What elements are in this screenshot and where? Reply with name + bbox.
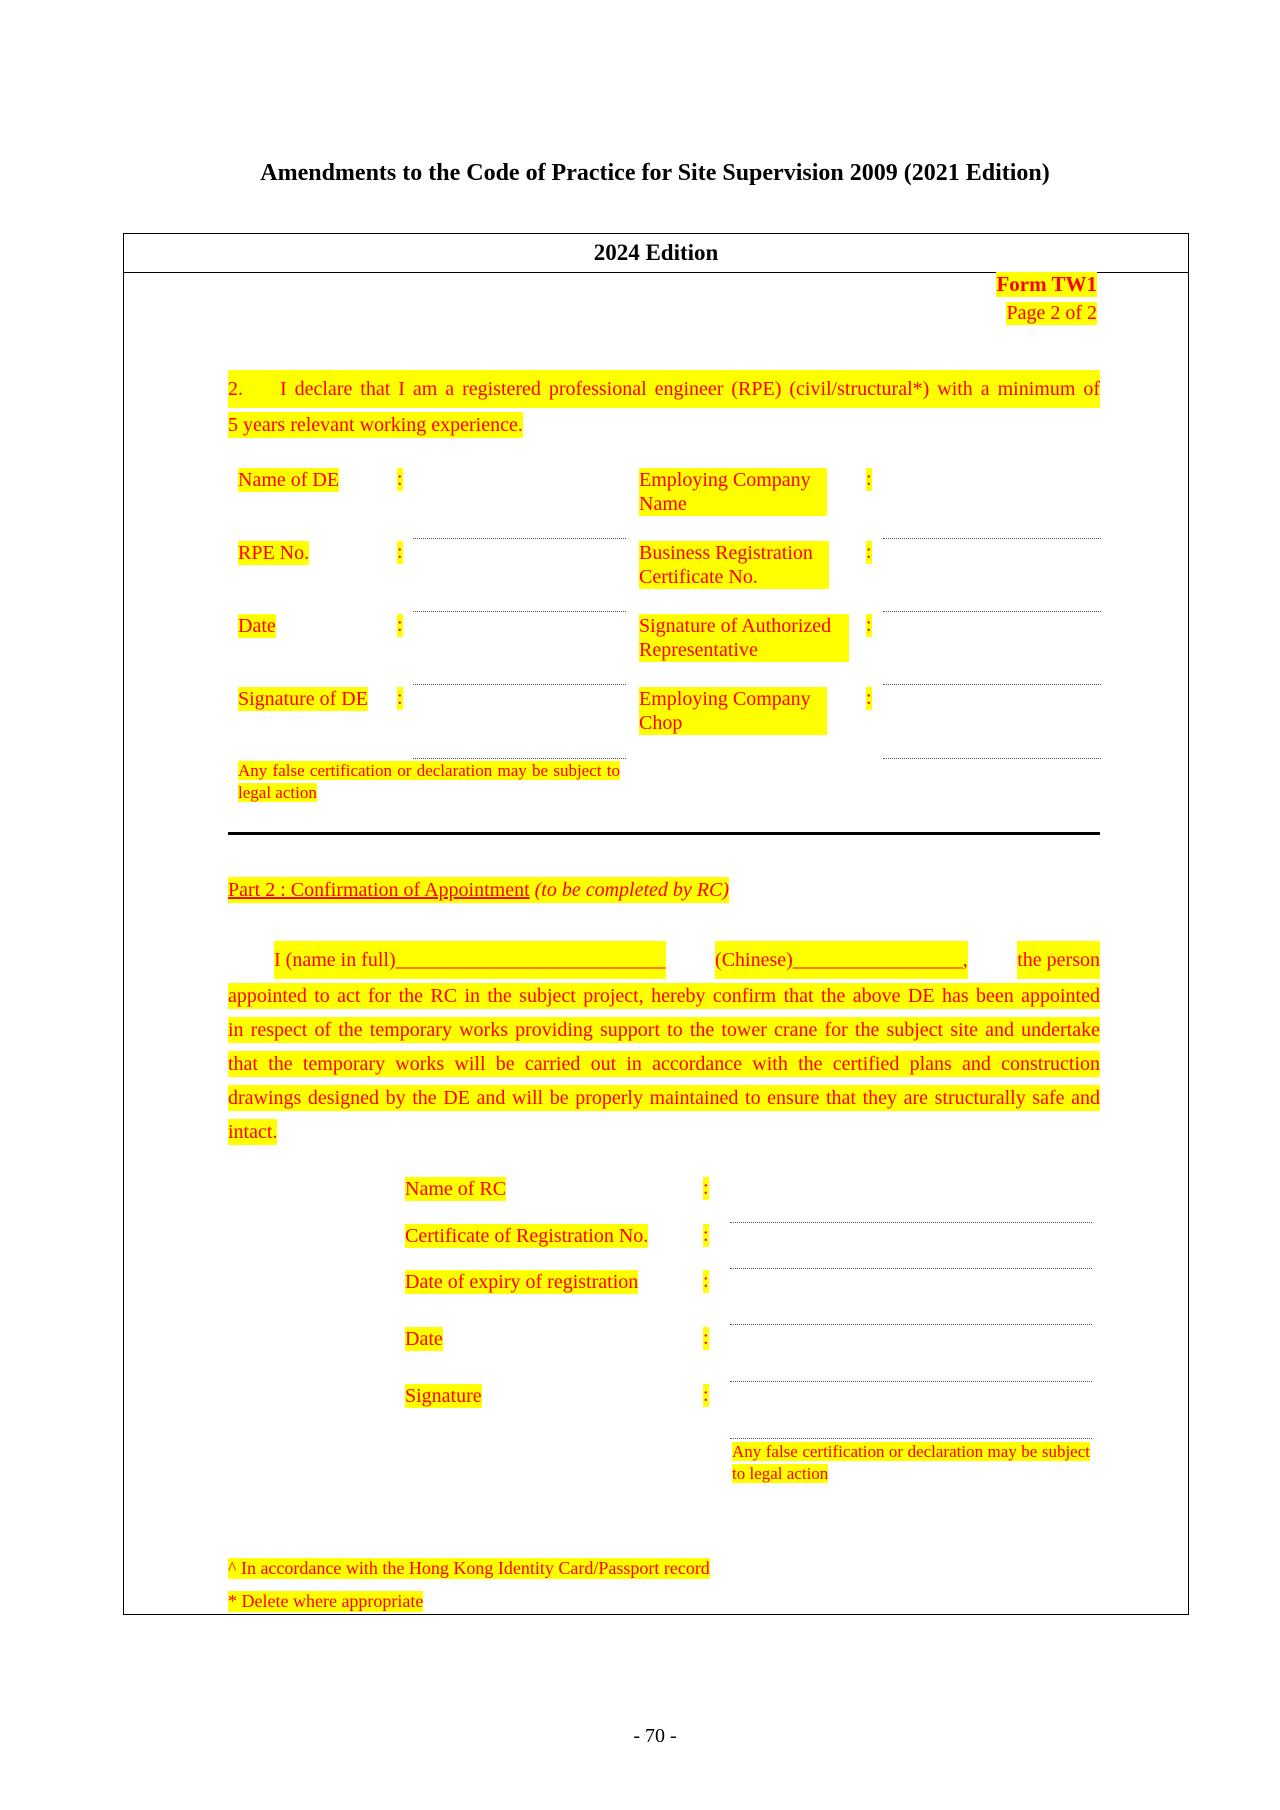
label-signature-authorized: Signature of Authorized Representative	[639, 614, 849, 662]
label-name-of-de: Name of DE	[238, 469, 340, 491]
section-divider	[228, 832, 1100, 835]
label-rc-signature: Signature	[405, 1385, 482, 1407]
colon: :	[866, 687, 872, 709]
label-signature-of-de: Signature of DE	[238, 688, 368, 710]
label-rc-date: Date	[405, 1328, 443, 1350]
colon: :	[866, 541, 872, 563]
label-name-of-rc: Name of RC	[405, 1178, 507, 1200]
label-date-expiry: Date of expiry of registration	[405, 1271, 639, 1293]
document-title: Amendments to the Code of Practice for Site Supervision 2009 (2021 Edition)	[260, 160, 1050, 186]
part2-heading: Part 2 : Confirmation of Appointment (to be completed by RC)	[228, 879, 730, 901]
date-expiry-input-line[interactable]	[730, 1324, 1092, 1325]
declaration-line-2: 5 years relevant working experience.	[228, 414, 523, 436]
label-employing-company-name: Employing Company Name	[639, 468, 827, 516]
rpe-no-input-line[interactable]	[413, 538, 626, 539]
signature-of-de-bottom-line[interactable]	[413, 758, 626, 759]
colon: :	[703, 1384, 709, 1406]
colon: :	[703, 1177, 709, 1199]
declaration-line-1: I declare that I am a registered professional engineer (RPE) (civil/structural*) with a minimum of	[280, 378, 1100, 400]
signature-of-de-input-line[interactable]	[413, 684, 626, 685]
colon: :	[703, 1224, 709, 1246]
company-chop-input-line[interactable]	[883, 684, 1101, 685]
date-input-line[interactable]	[413, 611, 626, 612]
form-number: Form TW1	[996, 272, 1097, 296]
colon: :	[866, 468, 872, 490]
label-rpe-no: RPE No.	[238, 542, 310, 564]
page-number: - 70 -	[633, 1725, 677, 1747]
rc-date-input-line[interactable]	[730, 1381, 1092, 1382]
footnote-asterisk: * Delete where appropriate	[228, 1591, 424, 1611]
confirmation-chinese-field[interactable]: (Chinese)_________________,	[715, 941, 968, 979]
label-employing-company-chop: Employing Company Chop	[639, 687, 827, 735]
rc-signature-input-line[interactable]	[730, 1438, 1092, 1439]
colon: :	[397, 614, 403, 636]
company-chop-bottom-line[interactable]	[883, 758, 1101, 759]
signature-authorized-input-line[interactable]	[883, 611, 1101, 612]
label-business-registration: Business Registration Certificate No.	[639, 541, 829, 589]
colon: :	[397, 687, 403, 709]
label-date: Date	[238, 615, 276, 637]
rc-warning-note: Any false certification or declaration may be subject to legal action	[732, 1442, 1090, 1483]
footnote-caret: ^ In accordance with the Hong Kong Identity Card/Passport record	[228, 1558, 710, 1578]
business-registration-input-line[interactable]	[883, 538, 1101, 539]
colon: :	[397, 468, 403, 490]
colon: :	[397, 541, 403, 563]
colon: :	[866, 614, 872, 636]
declaration-number: 2.	[228, 378, 243, 400]
label-cert-reg-no: Certificate of Registration No.	[405, 1225, 649, 1247]
confirmation-paragraph: I (name in full)___________________________ (Chinese)_________________, the person appointed to act for the RC in the subject project, hereby confirm that the above DE has been appointed in respect of the temporary works providing support to the tower crane for the subject site and undertake that the temporary works will be carried out in accordance with the certified plans and construction drawings designed by the DE and will be properly maintained to ensure that they are structurally safe and intact.	[228, 941, 1100, 1149]
page-indicator: Page 2 of 2	[1006, 302, 1097, 324]
colon: :	[703, 1270, 709, 1292]
declaration-paragraph	[228, 370, 1100, 442]
de-warning-note: Any false certification or declaration may be subject to legal action	[238, 761, 620, 802]
cert-reg-no-input-line[interactable]	[730, 1268, 1092, 1269]
colon: :	[703, 1327, 709, 1349]
confirmation-name-field[interactable]: I (name in full)___________________________	[274, 941, 666, 979]
name-of-rc-input-line[interactable]	[730, 1222, 1092, 1223]
edition-title: 2024 Edition	[593, 240, 719, 265]
